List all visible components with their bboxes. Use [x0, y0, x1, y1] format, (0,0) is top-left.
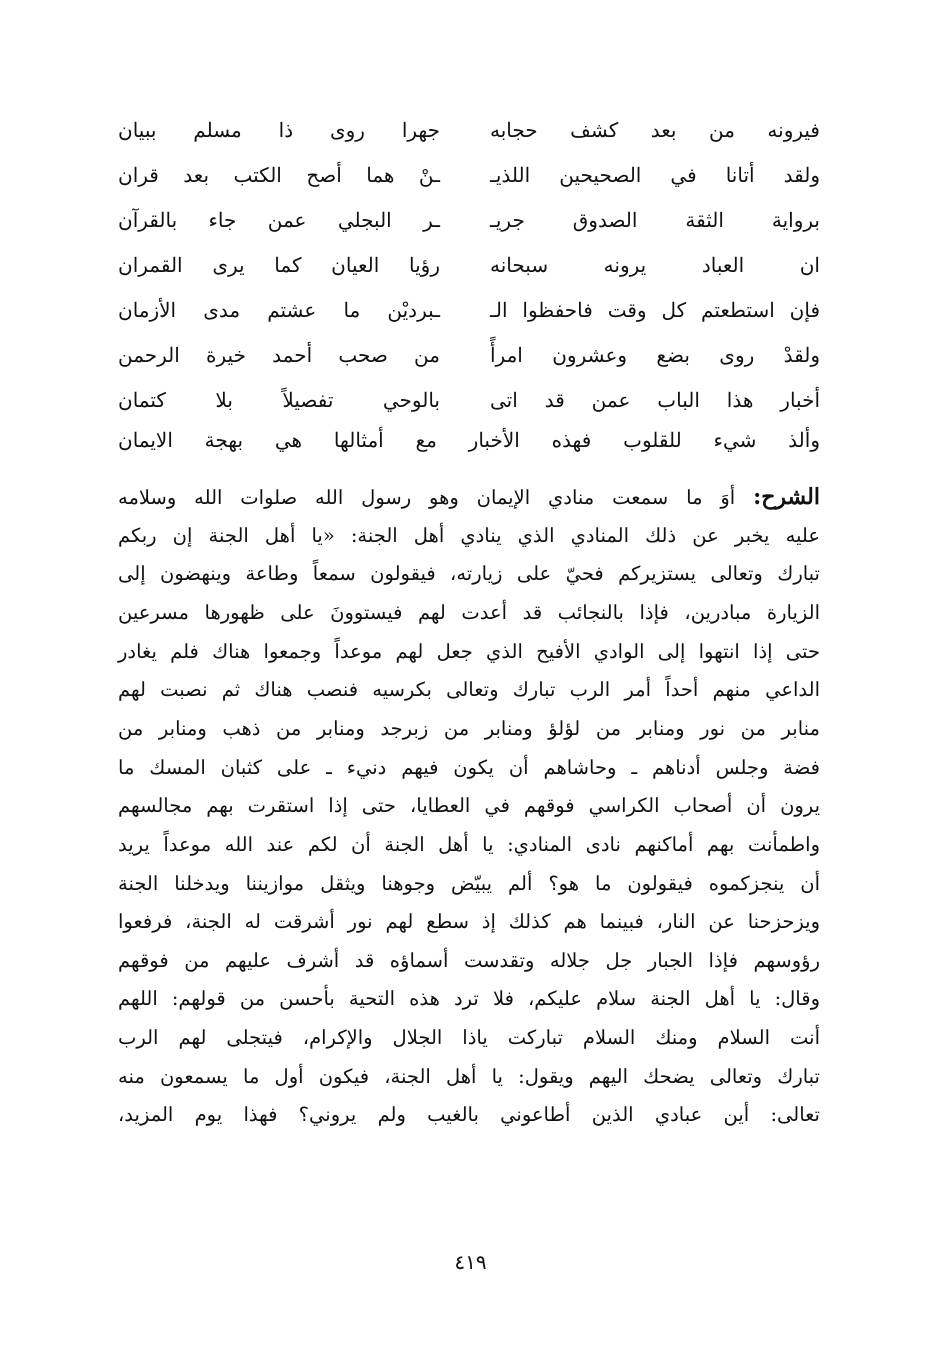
- commentary-line: عليه يخبر عن ذلك المنادي الذي ينادي أهل الجنة: «يا أهل الجنة إن ربكم: [118, 523, 820, 547]
- verse-first-hemistich: فيرونه من بعد كشف حجابه: [490, 118, 820, 142]
- commentary-line: [118, 478, 820, 517]
- commentary-line: وقال: يا أهل الجنة سلام عليكم، فلا ترد هذه التحية بأحسن من قولهم: اللهم: [118, 987, 820, 1011]
- commentary-line: الداعي منهم أحداً أمر الرب تبارك وتعالى بكرسيه فنصب هناك ثم نصبت لهم: [118, 678, 820, 702]
- verse-second-hemistich: ـبرديْن ما عشتم مدى الأزمان: [118, 298, 440, 322]
- commentary-line: تبارك وتعالى يضحك اليهم ويقول: يا أهل الجنة، فيكون أول ما يسمعون منه: [118, 1064, 820, 1088]
- verse-first-hemistich: ان العباد يرونه سبحانه: [490, 253, 820, 277]
- commentary-line: واطمأنت بهم أماكنهم نادى المنادي: يا أهل الجنة أن لكم عند الله موعداً يريد: [118, 832, 820, 856]
- poem-verse: [118, 200, 820, 240]
- commentary-line: تبارك وتعالى يستزيركم فحيّ على زيارته، فيقولون سمعاً وطاعة وينهضون إلى: [118, 562, 820, 586]
- poem-final-line: وألذ شيء للقلوب فهذه الأخبار مع أمثالها هي بهجة الايمان: [118, 428, 820, 452]
- commentary-label: الشرح:: [753, 484, 820, 510]
- poem-verse: [118, 290, 820, 330]
- verse-first-hemistich: ولقد أتانا في الصحيحين اللذيـ: [490, 163, 820, 187]
- verse-second-hemistich: ـنْ هما أصح الكتب بعد قران: [118, 163, 440, 187]
- poem-verse: [118, 110, 820, 150]
- verse-first-hemistich: ولقدْ روى بضع وعشرون امرأً: [490, 343, 820, 367]
- commentary-line: رؤوسهم فإذا الجبار جل جلاله وتقدست أسماؤه قد أشرف عليهم من فوقهم: [118, 948, 820, 972]
- poem-verse: [118, 335, 820, 375]
- verse-second-hemistich: رؤيا العيان كما يرى القمران: [118, 253, 440, 277]
- commentary-line: حتى إذا انتهوا إلى الوادي الأفيح الذي جعل لهم موعداً وجمعوا هناك فلم يغادر: [118, 639, 820, 663]
- poem-verse: [118, 380, 820, 420]
- verse-second-hemistich: من صحب أحمد خيرة الرحمن: [118, 343, 440, 367]
- verse-second-hemistich: بالوحي تفصيلاً بلا كتمان: [118, 388, 440, 412]
- verse-second-hemistich: ـر البجلي عمن جاء بالقرآن: [118, 208, 440, 232]
- commentary-line: يرون أن أصحاب الكراسي فوقهم في العطايا، حتى إذا استقرت بهم مجالسهم: [118, 794, 820, 818]
- commentary-text: أوَ ما سمعت منادي الإيمان وهو رسول الله صلوات الله وسلامه: [118, 486, 736, 509]
- poem-verse: [118, 155, 820, 195]
- commentary-line: ويزحزحنا عن النار، فبينما هم كذلك إذ سطع لهم نور أشرقت له الجنة، فرفعوا: [118, 910, 820, 934]
- verse-first-hemistich: فإن استطعتم كل وقت فاحفظوا الـ: [490, 298, 820, 322]
- commentary-line: أن ينجزكموه فيقولون ما هو؟ ألم يبيّض وجوهنا ويثقل موازيننا ويدخلنا الجنة: [118, 871, 820, 895]
- verse-first-hemistich: أخبار هذا الباب عمن قد اتى: [490, 388, 820, 412]
- verse-first-hemistich: برواية الثقة الصدوق جريـ: [490, 208, 820, 232]
- commentary-line: منابر من نور ومنابر من لؤلؤ ومنابر من زبرجد ومنابر من ذهب ومنابر من: [118, 716, 820, 740]
- commentary-line: فضة وجلس أدناهم ـ وحاشاهم أن يكون فيهم دنيء ـ على كثبان المسك ما: [118, 755, 820, 779]
- commentary-line: الزيارة مبادرين، فإذا بالنجائب قد أعدت لهم فيستوونَ على ظهورها مسرعين: [118, 600, 820, 624]
- commentary-line: أنت السلام ومنك السلام تباركت ياذا الجلال والإكرام، فيتجلى لهم الرب: [118, 1026, 820, 1050]
- commentary-line: تعالى: أين عبادي الذين أطاعوني بالغيب ولم يروني؟ فهذا يوم المزيد،: [118, 1103, 820, 1127]
- page-number: ٤١٩: [454, 1250, 487, 1274]
- verse-second-hemistich: جهرا روى ذا مسلم ببيان: [118, 118, 440, 142]
- poem-verse: [118, 245, 820, 285]
